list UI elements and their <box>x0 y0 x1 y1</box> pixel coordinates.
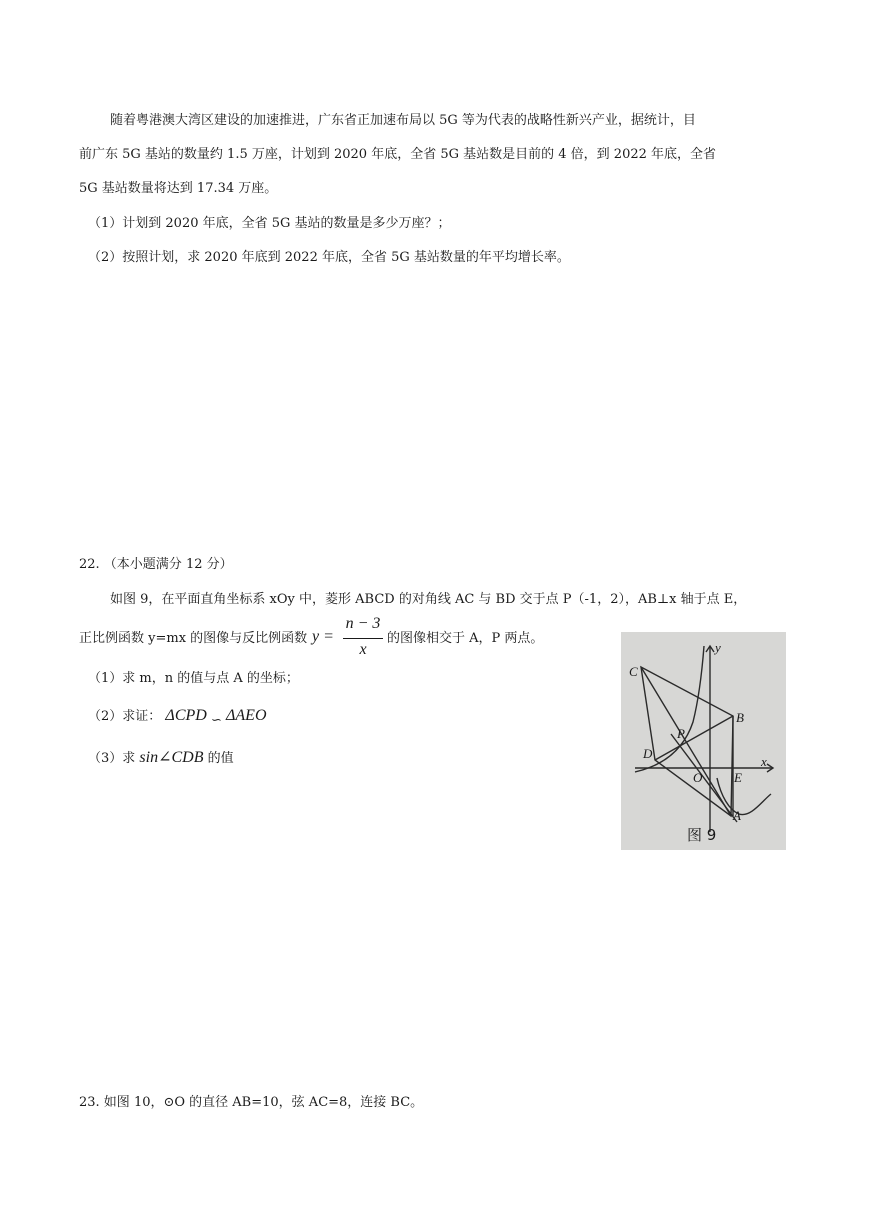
q23-intro: 23. 如图 10，⊙O 的直径 AB=10，弦 AC=8，连接 BC。 <box>79 1095 424 1110</box>
label-o: O <box>693 770 703 785</box>
q22-intro-line-1: 如图 9，在平面直角坐标系 xOy 中，菱形 ABCD 的对角线 AC 与 BD 交于点 P（-1，2），AB⊥x 轴于点 E， <box>110 592 747 607</box>
q22-part-3-suffix: 的值 <box>207 751 234 766</box>
figure-9 <box>621 632 786 850</box>
aeo-triangle: ΔAEO <box>226 707 267 724</box>
label-y: y <box>715 640 721 655</box>
q22-intro-line-2b: 的图像相交于 A，P 两点。 <box>387 631 544 646</box>
hyperbola-branch-lower <box>717 778 771 815</box>
label-p: P <box>677 726 685 741</box>
q22-part-3 <box>88 749 234 768</box>
q22-part-1: （1）求 m，n 的值与点 A 的坐标； <box>88 671 299 686</box>
line-y-mx <box>671 734 737 822</box>
label-a: A <box>733 808 741 823</box>
label-b: B <box>736 710 744 725</box>
q22-part-3-prefix: （3）求 <box>88 751 136 766</box>
sin-cdb: sin∠CDB <box>139 749 204 766</box>
formula-fraction-bar <box>343 638 383 639</box>
cpd-triangle: ΔCPD <box>165 707 207 724</box>
figure-caption: 图 9 <box>687 826 717 844</box>
label-c: C <box>629 664 638 679</box>
q22-intro-line-2a: 正比例函数 y=mx 的图像与反比例函数 <box>79 631 308 646</box>
formula-denominator: x <box>359 641 367 658</box>
formula-lhs: y = <box>312 628 334 645</box>
label-x: x <box>761 754 767 769</box>
label-d: D <box>643 746 653 761</box>
figure-9-diagram <box>621 632 786 850</box>
q22-part-2 <box>88 707 267 726</box>
q21-intro-line-3: 5G 基站数量将达到 17.34 万座。 <box>79 181 278 196</box>
q22-part-2-prefix: （2）求证： <box>88 709 162 724</box>
label-e: E <box>734 770 742 785</box>
q21-part-1: （1）计划到 2020 年底，全省 5G 基站的数量是多少万座？； <box>88 216 451 231</box>
q21-intro-line-1: 随着粤港澳大湾区建设的加速推进，广东省正加速布局以 5G 等为代表的战略性新兴产业，据统计，目 <box>110 113 696 128</box>
similar-symbol: ∽ <box>210 713 222 728</box>
q21-intro-line-2: 前广东 5G 基站的数量约 1.5 万座，计划到 2020 年底，全省 5G 基站数是目前的 4 倍，到 2022 年底，全省 <box>79 147 717 162</box>
q22-header: 22. （本小题满分 12 分） <box>79 557 233 572</box>
diagonal-ac <box>641 667 731 816</box>
formula-numerator: n − 3 <box>345 615 381 632</box>
q21-part-2: （2）按照计划，求 2020 年底到 2022 年底，全省 5G 基站数量的年平均增长率。 <box>88 250 570 265</box>
